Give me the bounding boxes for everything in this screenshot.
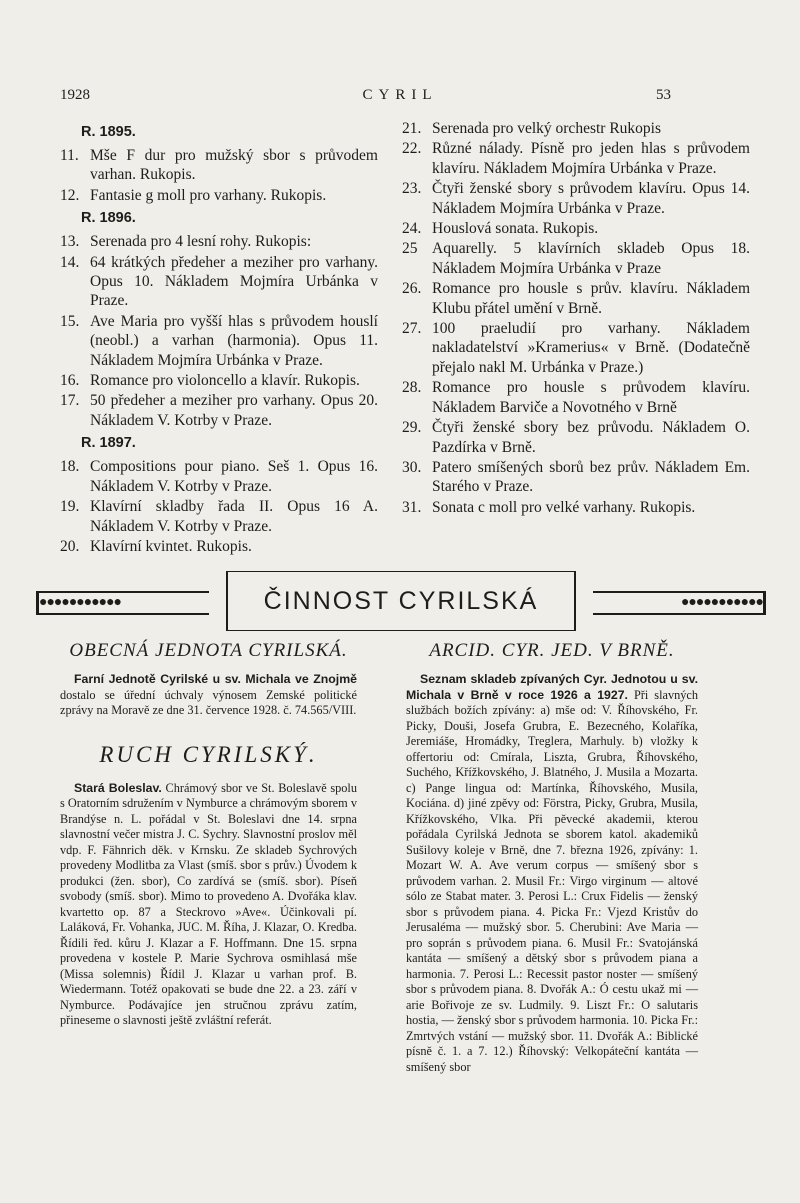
right-news-column (406, 639, 698, 1075)
work-item (60, 146, 378, 185)
news-columns (60, 639, 698, 1075)
item-number: 11. (60, 147, 79, 164)
item-text: Romance pro housle s průvodem klavíru. Nákladem Barviče a Novotného v Brně (432, 379, 750, 416)
item-number: 31. (402, 498, 422, 516)
article-paragraph (60, 781, 357, 1029)
section-banner (36, 571, 766, 633)
section-heading: ARCID. CYR. JED. V BRNĚ. (429, 640, 675, 662)
item-number: 24. (402, 220, 422, 238)
work-item (402, 319, 750, 377)
item-number: 14. (60, 253, 80, 271)
banner-dots-left: ●●●●●●●●●●● (36, 591, 209, 615)
page-body (39, 0, 763, 1095)
work-item (402, 418, 750, 457)
article-lead: Seznam skladeb zpívaných Cyr. Jednotou u sv. Michala v Brně v roce 1926 a 1927. (406, 672, 698, 702)
banner-title: ČINNOST CYRILSKÁ (226, 571, 576, 631)
item-text: 100 praeludií pro varhany. Nákladem nakladatelství »Kramerius« v Brně. (Dodatečně přejalo nakl M. Urbánka v Praze.) (432, 320, 750, 376)
section-heading: RUCH CYRILSKÝ. (99, 741, 318, 767)
item-text: 50 předeher a meziher pro varhany. Opus 20. Nákladem V. Kotrby v Praze. (90, 392, 378, 429)
item-number: 22. (402, 140, 422, 158)
page-number: 53 (656, 87, 671, 103)
item-number: 29. (402, 419, 422, 437)
work-item (60, 497, 378, 536)
work-item (60, 391, 378, 430)
work-item (60, 312, 378, 370)
item-number: 19. (60, 498, 80, 516)
item-number: 26. (402, 280, 422, 298)
work-item (60, 253, 378, 311)
left-news-column (60, 639, 357, 1029)
item-text: Houslová sonata. Rukopis. (432, 220, 599, 238)
article-paragraph (60, 672, 357, 719)
work-item (60, 371, 378, 390)
item-number: 13. (60, 233, 80, 251)
work-item (60, 457, 378, 496)
item-number: 21. (402, 120, 422, 137)
work-item (402, 498, 750, 517)
article-text: Chrámový sbor ve St. Boleslavě spolu s Oratorním sdružením v Nymburce a chrámovým sborem v Brandýse n. L. pořádal v St. Boleslavi dne 14. srpna slavnostní večer mistra J. C. Sychry. Slavnostní proslov měl vdp. F. Fähnrich děk. v Krnsku. Ze skladeb Sychrových provedeny Modlitba za Vlast (smíš. sbor s prův.) Úvodem k produkci (žen. sbor), Co zardívá se (smíš. sbor). Píseň svobody (smíš. sbor). Mimo to provedeno A. Dvořáka klav. kvartetto op. 87 a Steckrovo »Ave«. Účinkovali pí. Laláková, Fr. Vohanka, JUC. M. Říha, J. Klazar, O. Kredba. Řídili řed. kůru J. Klazar a F. Hoffmann. Dne 15. srpna provedena v kostele P. Marie Sychrova osmihlasá mše (Missa solemnis) Řídil J. Klazar u varhan prof. B. Wiedermann. Totéž opakovati se bude dne 22. a 23. září v Nymburce. Podávajíce jen stručnou zprávu zatím, přineseme o slavnosti ještě zvláštní referát. (60, 780, 357, 1028)
item-text: Klavírní kvintet. Rukopis. (90, 537, 252, 555)
work-item (402, 179, 750, 218)
item-text: Sonata c moll pro velké varhany. Rukopis. (432, 498, 696, 516)
work-item (402, 139, 750, 178)
item-number: 20. (60, 537, 80, 555)
item-text: Romance pro violoncello a klavír. Rukopis. (90, 372, 360, 390)
item-text: 64 krátkých předeher a meziher pro varhany. Opus 10. Nákladem Mojmíra Urbánka v Praze. (90, 253, 378, 310)
article-text: Při slavných službách božích zpívány: a) mše od: V. Říhovského, Fr. Picky, Douši, Josefa Grubra, E. Bezecného, Kolaříka, Jeremiáše, Hromádky, Treglera, Marhuly. b) vložky k offertoriu od: Cmírala, Liszta, Grubra, Říhovského, Suchého, Křížkovského, J. Blatného, J. Musila a Mozarta. c) Pange lingua od: Martínka, Říhovského, Musila, Kociána. d) jiné zpěvy od: Förstra, Picky, Grubra, Musila, Křížkovského, Vlka. Při pěvecké akademii, kterou pořádala Cyrilská Jednota se sborem katol. akademiků Sušilovy koleje v Brně, dne 7. března 1926, zpívány: 1. Mozart W. A. Ave verum corpus — smíšený sbor s průvodem varhan. 2. Musil Fr.: Virgo virginum — altové sólo ze Stabat mater. 3. Perosi L.: Crux Fidelis — ženský sbor s průvodem piana. 4. Picka Fr.: Vjezd Kristův do Jerusaléma — mužský sbor. 5. Cherubini: Ave Maria — pro soprán s průvodem piana. 6. Musil Fr.: Svatojánská kantáta — smíšený a dětský sbor s průvodem piana a harmonia. 7. Perosi L.: Recessit pastor noster — smíšený sbor s průvodem piana. 8. Dvořák A.: Ó cestu ukaž mi — arie Bořivoje ze sv. Ludmily. 9. Liszt Fr.: O salutaris hostia, — ženský sbor s průvodem harmonia. 10. Picka Fr.: Zmrtvých vstání — mužský sbor. 11. Dvořák A.: Biblické písně č. 1. a 7. 12.) Říhovský: Velkopáteční kantáta — smíšený sbor (406, 687, 699, 1074)
item-number: 16. (60, 372, 80, 390)
item-number: 28. (402, 379, 422, 397)
works-list (60, 119, 750, 557)
item-text: Fantasie g moll pro varhany. Rukopis. (90, 186, 327, 204)
item-number: 27. (402, 320, 422, 338)
works-list-right (402, 119, 750, 518)
work-item (402, 279, 750, 318)
article-text: dostalo se úřední úchvaly výnosem Zemské politické zprávy na Moravě ze dne 31. července 1928. č. 74.565/VIII. (60, 687, 357, 718)
item-text: Patero smíšených sborů bez prův. Nákladem Em. Starého v Praze. (432, 458, 750, 496)
work-item (60, 537, 378, 556)
article-lead: Farní Jednotě Cyrilské u sv. Michala ve Znojmě (74, 672, 357, 687)
article-lead: Stará Boleslav. (74, 780, 162, 795)
item-number: 23. (402, 180, 422, 198)
year-heading: R. 1896. (81, 210, 136, 227)
item-text: Compositions pour piano. Seš 1. Opus 16. Nákladem V. Kotrby v Praze. (90, 458, 378, 495)
item-text: Čtyři ženské sbory s průvodem klavíru. Opus 14. Nákladem Mojmíra Urbánka v Praze. (432, 180, 750, 217)
work-item (402, 458, 750, 497)
work-item (402, 219, 750, 238)
works-list-left (60, 119, 378, 557)
article-paragraph (406, 672, 698, 1075)
section-heading: OBECNÁ JEDNOTA CYRILSKÁ. (69, 640, 348, 662)
item-number: 12. (60, 186, 80, 204)
year-heading: R. 1897. (81, 435, 136, 452)
item-number: 15. (60, 312, 80, 330)
work-item (402, 239, 750, 278)
item-text: Aquarelly. 5 klavírních skladeb Opus 18. Nákladem Mojmíra Urbánka v Praze (432, 240, 750, 277)
work-item (60, 232, 378, 251)
item-number: 17. (60, 392, 80, 410)
running-title: CYRIL (362, 87, 438, 103)
banner-dots-right: ●●●●●●●●●●● (593, 591, 766, 615)
item-text: Serenada pro 4 lesní rohy. Rukopis: (90, 233, 312, 251)
item-text: Čtyři ženské sbory bez průvodu. Nákladem O. Pazdírka v Brně. (432, 419, 750, 456)
work-item (402, 378, 750, 417)
item-text: Serenada pro velký orchestr Rukopis (432, 120, 661, 137)
item-text: Různé nálady. Písně pro jeden hlas s průvodem klavíru. Nákladem Mojmíra Urbánka v Praze. (432, 140, 750, 177)
item-text: Ave Maria pro vyšší hlas s průvodem houslí (neobl.) a varhan (harmonia). Opus 11. Nákladem Mojmíra Urbánka v Praze. (90, 312, 378, 369)
work-item (402, 119, 750, 138)
item-number: 30. (402, 458, 422, 476)
item-text: Mše F dur pro mužský sbor s průvodem varhan. Rukopis. (90, 147, 378, 184)
header-year: 1928 (60, 87, 90, 103)
year-heading: R. 1895. (81, 124, 136, 140)
item-number: 18. (60, 458, 80, 476)
item-number: 25 (402, 240, 418, 258)
item-text: Romance pro housle s prův. klavíru. Nákladem Klubu přátel umění v Brně. (432, 280, 750, 317)
work-item (60, 186, 378, 205)
item-text: Klavírní skladby řada II. Opus 16 A. Nákladem V. Kotrby v Praze. (90, 498, 378, 535)
